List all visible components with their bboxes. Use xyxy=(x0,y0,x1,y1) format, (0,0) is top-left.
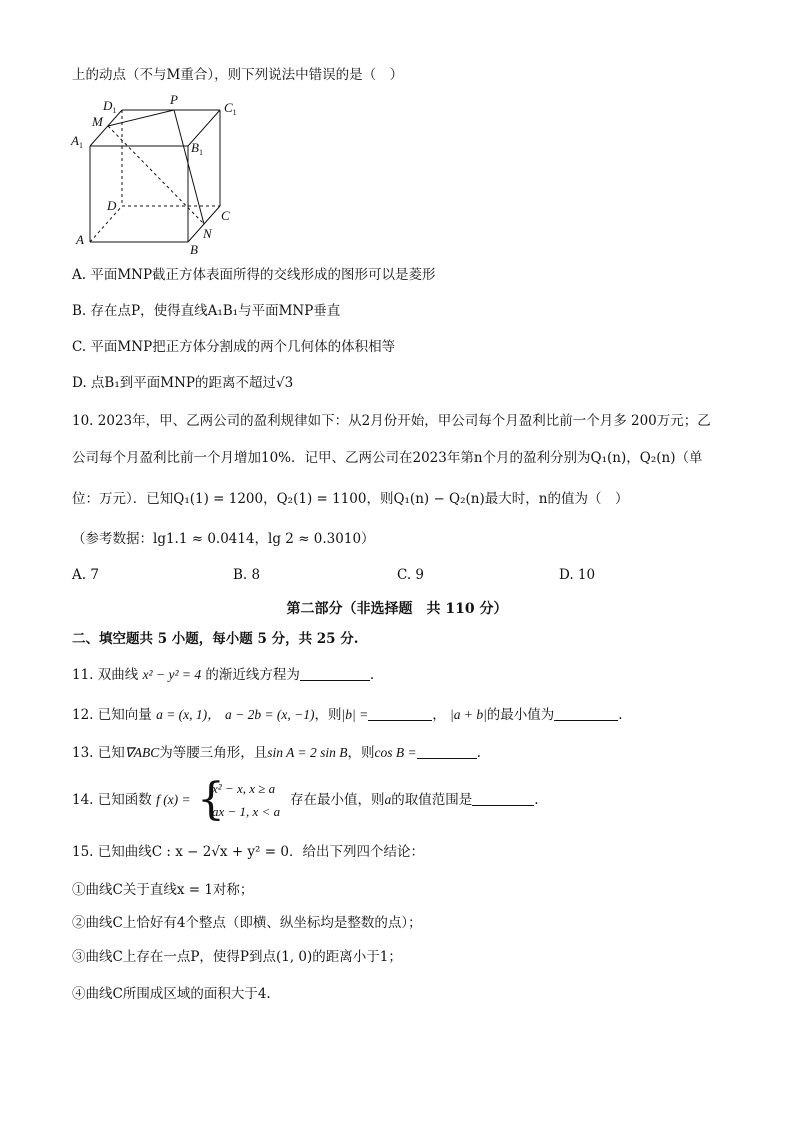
q14-case-2: ax − 1, x < a xyxy=(212,804,281,819)
label-m: M xyxy=(92,114,103,129)
q11: 11. 双曲线 x² − y² = 4 的渐近线方程为 . xyxy=(72,667,375,683)
q14-brace: { xyxy=(197,774,225,825)
q15-stem: 15. 已知曲线C : x − 2√x + y² = 0．给出下列四个结论： xyxy=(72,844,424,860)
q10-line-2: 公司每个月盈利比前一个月增加10%．记甲、乙两公司在2023年第n个月的盈利分别为Q₁(n)，Q₂(n)（单 xyxy=(72,450,703,466)
q10-choice-c: C. 9 xyxy=(397,567,425,583)
q12-answer-blank-1[interactable] xyxy=(368,706,432,721)
q9-option-d: D. 点B₁到平面MNP的距离不超过√3 xyxy=(72,375,294,391)
q10-choice-b: B. 8 xyxy=(233,567,261,583)
q10-reference-data: （参考数据：lg1.1 ≈ 0.0414，lg 2 ≈ 0.3010） xyxy=(72,531,375,547)
edge-a-d-hidden xyxy=(90,206,122,242)
q9-option-b: B. 存在点P，使得直线A₁B₁与平面MNP垂直 xyxy=(72,303,341,319)
q10-choice-a: A. 7 xyxy=(72,567,99,583)
q12: 12. 已知向量 a = (x, 1)， a − 2b = (x, −1)，则|b| = ， |a + b|的最小值为 . xyxy=(72,707,623,723)
q9-option-c: C. 平面MNP把正方体分割成的两个几何体的体积相等 xyxy=(72,339,396,355)
label-n: N xyxy=(203,226,212,241)
q13: 13. 已知∇ABC为等腰三角形，且sin A = 2 sin B，则cos B = . xyxy=(72,745,481,761)
label-c: C xyxy=(221,208,230,223)
segment-m-n-hidden xyxy=(108,126,204,224)
q10-line-3: 位：万元）．已知Q₁(1) = 1200，Q₂(1) = 1100，则Q₁(n) − Q₂(n)最大时，n的值为（ ） xyxy=(72,491,629,507)
section-two-heading: 二、填空题共 5 小题，每小题 5 分，共 25 分. xyxy=(72,631,359,647)
label-d1: $D_1$ xyxy=(103,98,117,115)
segment-p-n xyxy=(174,110,204,224)
q14-answer-blank[interactable] xyxy=(472,791,534,806)
segment-m-p xyxy=(108,110,174,126)
q15-conclusion-1: ①曲线C关于直线x = 1对称； xyxy=(72,882,254,898)
q15-conclusion-2: ②曲线C上恰好有4个整点（即横、纵坐标均是整数的点）； xyxy=(72,915,422,931)
q13-answer-blank[interactable] xyxy=(417,744,477,759)
q14-left: 14. 已知函数 f (x) = xyxy=(72,792,191,808)
q10-line-1: 10. 2023年，甲、乙两公司的盈利规律如下：从2月份开始，甲公司每个月盈利比前一个月多 200万元；乙 xyxy=(72,413,711,429)
label-p: P xyxy=(170,92,178,107)
q14-case-1: x² − x, x ≥ a xyxy=(212,781,276,796)
label-b: B xyxy=(190,242,198,257)
q15-conclusion-3: ③曲线C上存在一点P，使得P到点(1, 0)的距离小于1； xyxy=(72,949,402,965)
label-b1: $B_1$ xyxy=(191,140,203,157)
q12-answer-blank-2[interactable] xyxy=(554,706,618,721)
part-two-title: 第二部分（非选择题 共 110 分） xyxy=(286,601,508,617)
q9-stem-tail: 上的动点（不与M重合），则下列说法中错误的是（ ） xyxy=(72,67,404,83)
label-a1: $A_1$ xyxy=(71,133,83,150)
q14-right: 存在最小值，则a的取值范围是 . xyxy=(290,792,539,808)
label-d: D xyxy=(107,198,117,213)
label-c1: $C_1$ xyxy=(224,100,237,117)
q11-answer-blank[interactable] xyxy=(300,666,370,681)
q15-conclusion-4: ④曲线C所围成区域的面积大于4. xyxy=(72,986,271,1002)
q10-choice-d: D. 10 xyxy=(559,567,596,583)
cube-figure xyxy=(70,92,250,262)
label-a: A xyxy=(76,232,84,247)
q9-option-a: A. 平面MNP截正方体表面所得的交线形成的图形可以是菱形 xyxy=(72,267,436,283)
